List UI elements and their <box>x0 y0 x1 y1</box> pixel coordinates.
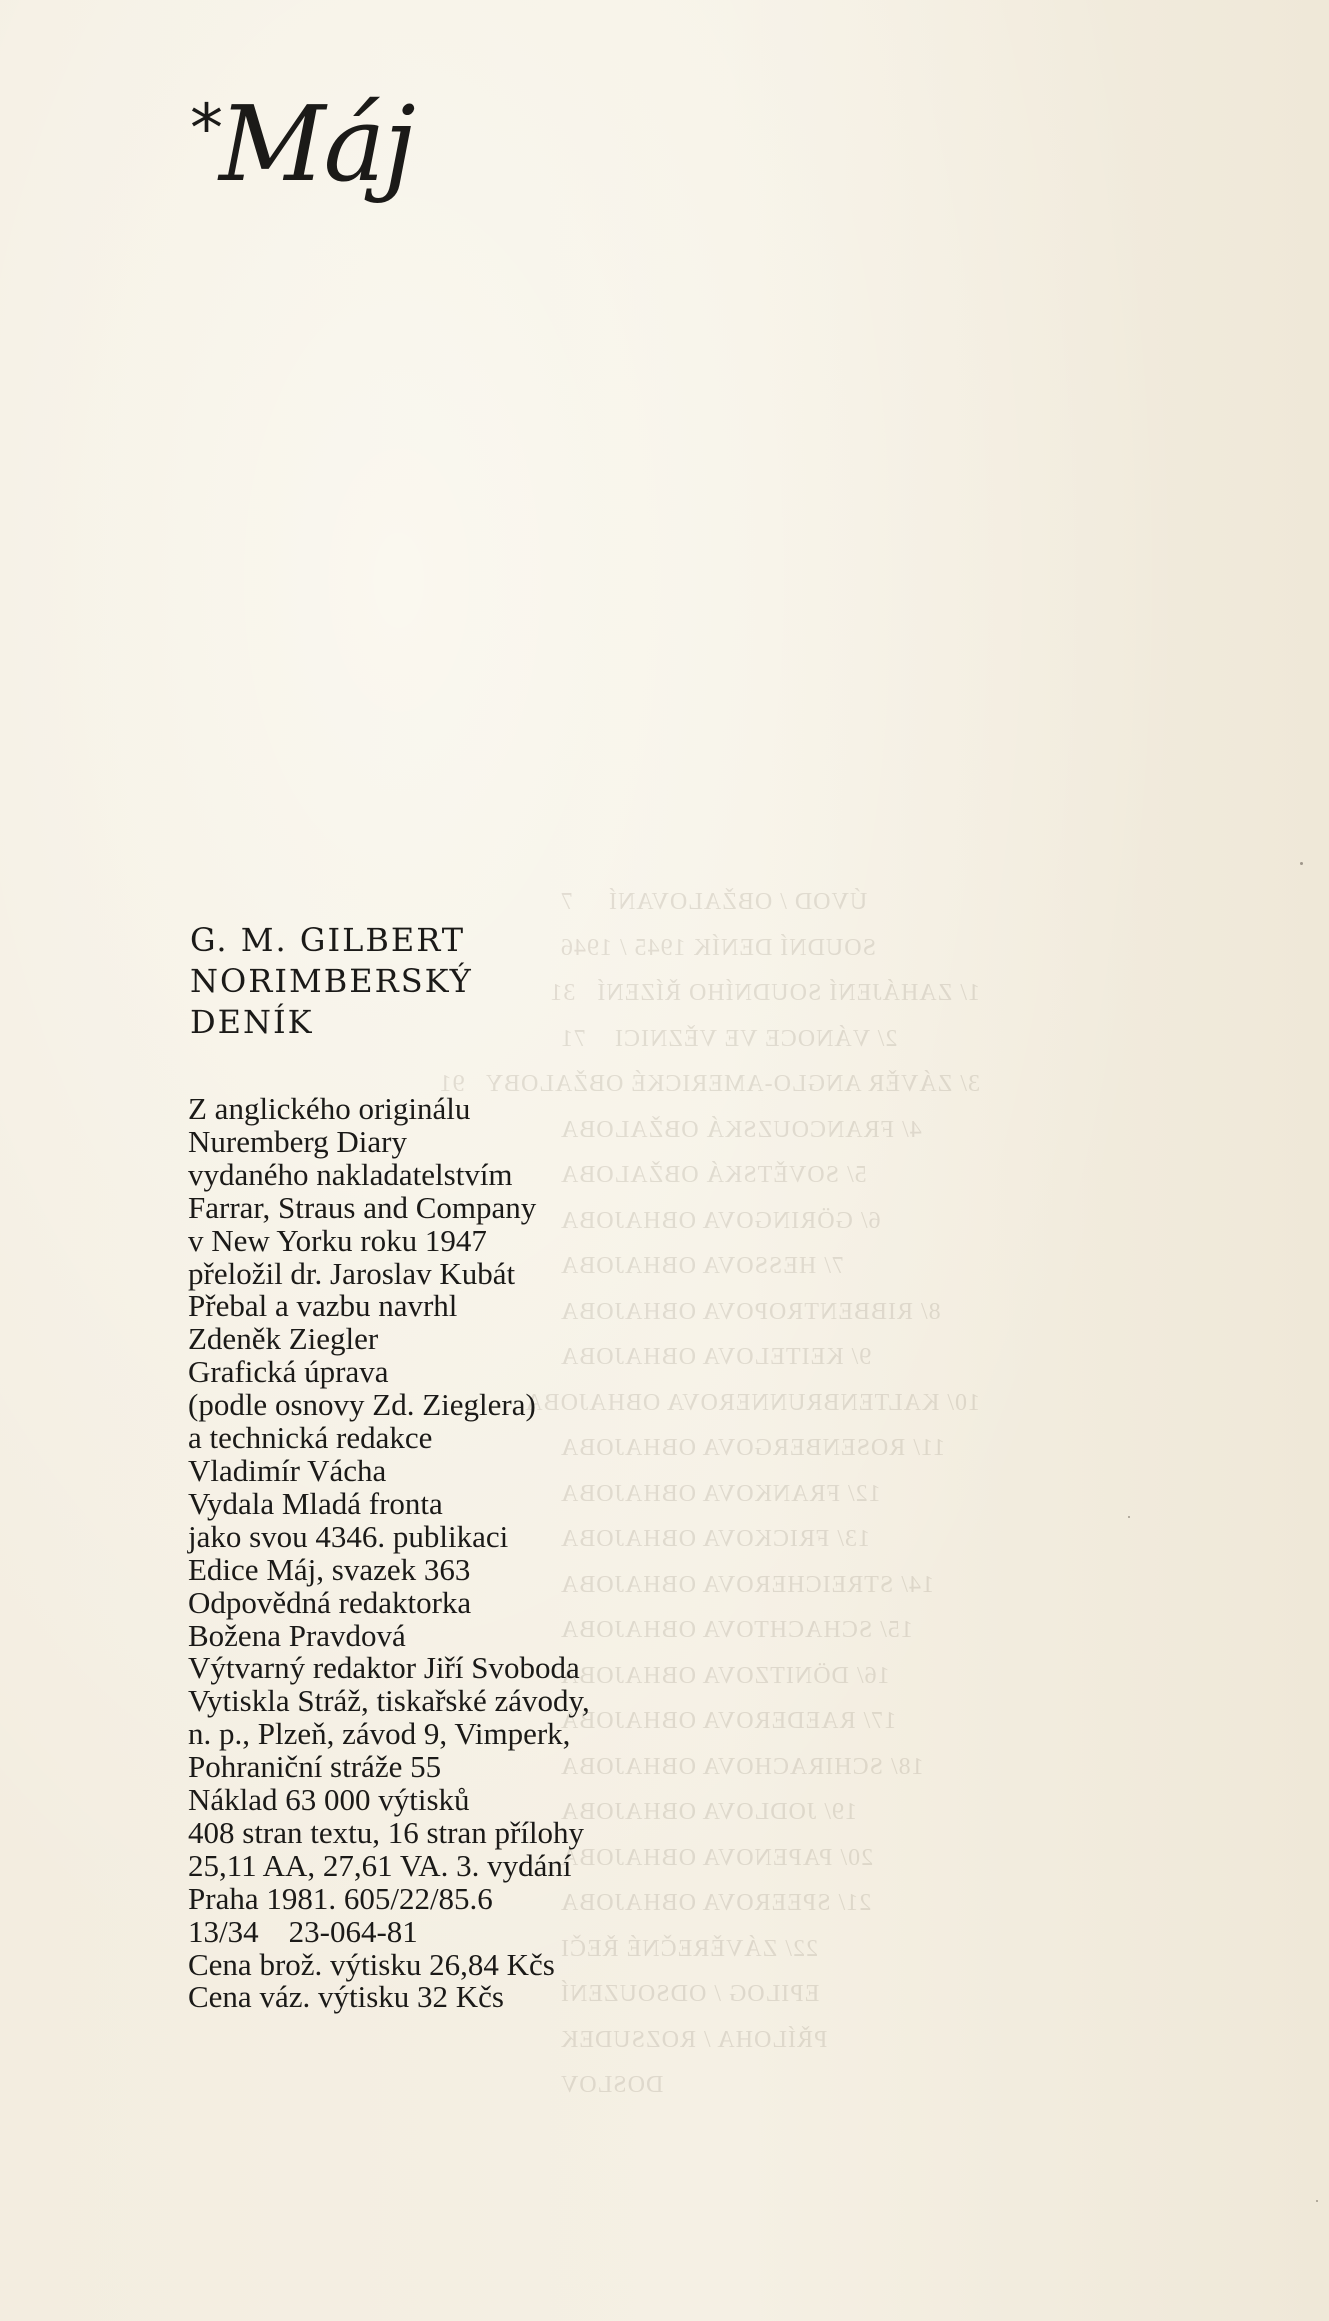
colophon-line: jako svou 4346. publikaci <box>188 1518 509 1554</box>
colophon-line: n. p., Plzeň, závod 9, Vimperk, <box>188 1716 571 1752</box>
show-through-texture: ÚVOD / OBŽALOVANÍ 7 SOUDNÍ DENÍK 1945 / 1946 1/ ZAHÁJENÍ SOUDNÍHO ŘÍZENÍ 31 2/ VÁNOCE VE VĚZNICI 71 3/ ZÁVĚR ANGLO-AMERICKÉ OBŽALOBY 91 4/ FRANCOUZSKÁ OBŽALOBA 5/ SOVĚTSKÁ OBŽALOBA 6/ GÖRINGOVA OBHAJOBA 7/ HESSOVA OBHAJOBA 8/ RIBBENTROPOVA OBHAJOBA 9/ KEITELOVA OBHAJOBA 10/ KALTENBRUNNEROVA OBHAJOBA 11/ ROSENBERGOVA OBHAJOBA 12/ FRANKOVA OBHAJOBA 13/ FRICKOVA OBHAJOBA 14/ STREICHEROVA OBHAJOBA 15/ SCHACHTOVA OBHAJOBA 16/ DÖNITZOVA OBHAJOBA 17/ RAEDEROVA OBHAJOBA 18/ SCHIRACHOVA OBHAJOBA 19/ JODLOVA OBHAJOBA 20/ PAPENOVA OBHAJOBA 21/ SPEEROVA OBHAJOBA 22/ ZÁVĚREČNÉ ŘEČI EPILOG / ODSOUZENÍ PŘÍLOHA / ROZSUDEK DOSLOV <box>438 889 980 2098</box>
colophon-line: Z anglického originálu <box>188 1091 471 1126</box>
author-name: G. M. GILBERT <box>190 921 466 959</box>
colophon-line: Vydala Mladá fronta <box>188 1485 443 1521</box>
colophon-line: Odpovědná redaktorka <box>188 1584 472 1620</box>
publisher-logo-text: Máj <box>219 83 414 205</box>
colophon-line: vydaného nakladatelstvím <box>188 1156 513 1192</box>
colophon-line: Nuremberg Diary <box>188 1123 407 1159</box>
paper-speck <box>1316 2200 1318 2202</box>
catalog-number-line <box>188 1913 590 1949</box>
colophon-line: (podle osnovy Zd. Zieglera) <box>188 1387 536 1423</box>
colophon-line: Grafická úprava <box>188 1354 389 1390</box>
paper-speck <box>1128 1516 1130 1518</box>
price-line: Cena váz. výtisku 32 Kčs <box>188 1979 504 2015</box>
colophon-line: přeložil dr. Jaroslav Kubát <box>188 1255 516 1291</box>
price-line: Cena brož. výtisku 26,84 Kčs <box>188 1946 555 1982</box>
catalog-number: 13/34 <box>188 1913 259 1949</box>
colophon <box>188 1093 590 2014</box>
publisher-logo <box>190 83 414 205</box>
paper-speck <box>1300 862 1303 865</box>
catalog-number: 23-064-81 <box>288 1913 418 1949</box>
colophon-line: Pohraniční stráže 55 <box>188 1749 442 1785</box>
colophon-line: 408 stran textu, 16 stran přílohy <box>188 1814 585 1850</box>
colophon-line: Zdeněk Ziegler <box>188 1321 379 1357</box>
book-title-line: NORIMBERSKÝ <box>190 962 473 1000</box>
author-title-block <box>190 920 473 1043</box>
colophon-line: Božena Pravdová <box>188 1617 406 1653</box>
colophon-line: Farrar, Straus and Company <box>188 1189 537 1225</box>
asterisk-logo-icon: * <box>190 90 223 167</box>
colophon-line: Edice Máj, svazek 363 <box>188 1551 471 1587</box>
colophon-line: Praha 1981. 605/22/85.6 <box>188 1880 493 1916</box>
colophon-line: a technická redakce <box>188 1420 433 1456</box>
colophon-line: Vladimír Vácha <box>188 1452 387 1488</box>
colophon-line: Přebal a vazbu navrhl <box>188 1288 458 1324</box>
colophon-line: Výtvarný redaktor Jiří Svoboda <box>188 1650 580 1686</box>
colophon-line: 25,11 AA, 27,61 VA. 3. vydání <box>188 1847 572 1883</box>
book-title-line: DENÍK <box>190 1003 314 1041</box>
colophon-line: v New Yorku roku 1947 <box>188 1222 487 1258</box>
colophon-line: Vytiskla Stráž, tiskařské závody, <box>188 1683 590 1719</box>
colophon-line: Náklad 63 000 výtisků <box>188 1782 470 1818</box>
